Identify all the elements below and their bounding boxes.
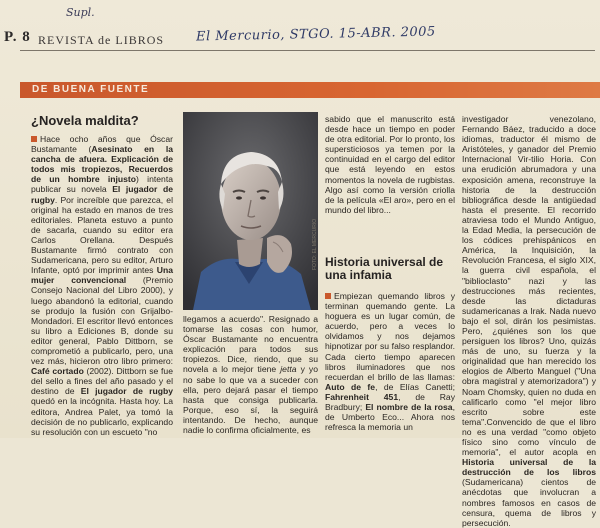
author-portrait-image	[183, 112, 318, 310]
article-text-run: , de Ray Bradbury;	[325, 391, 455, 413]
article-body-paragraph	[325, 114, 455, 215]
publication-name: REVISTA de LIBROS	[38, 33, 165, 47]
article-text-run: llegamos a acuerdo". Resignado a tomarse las cosas con humor, Óscar Bustamante no encuentra explicación para todos sus tropiezos. Dice, riendo, que su novela a lo mejor tiene	[183, 314, 318, 375]
article-bold-run: Café cortado	[31, 366, 84, 377]
paragraph-marker	[325, 293, 331, 299]
article-text-run: Convencido de que el libro no es una verdad "como objeto físico sino como vínculo de memoria", el autor acopla en	[462, 416, 596, 458]
article-column-1	[31, 134, 173, 438]
article-bold-run: El nombre de la rosa	[365, 402, 453, 413]
article-text-run: , de Umberto Eco... Ahora nos refresca la memoria un	[325, 402, 455, 433]
handwritten-supplement-note: Supl.	[66, 6, 95, 19]
photo-credit: FOTO: EL MERCURIO	[312, 218, 318, 270]
article-body-paragraph	[325, 291, 455, 432]
article-bold-run: El jugador de rugby	[80, 386, 173, 397]
article-column-1-continued	[183, 314, 318, 438]
article-bold-run: Fahrenheit 451	[325, 391, 399, 402]
article-text-run: quedó en la incógnita. Hasta hoy. La editora, Andrea Palet, ya tomó la decisión de no publicarlo, explicando su resolución con un escueto "no	[31, 396, 173, 437]
article-bold-run: Historia universal de la destrucción de los libros	[462, 457, 596, 478]
article-text-run: ) intenta publicar su novela	[31, 174, 173, 195]
article-bold-run: Una mujer convencional	[31, 265, 173, 286]
article-text-run: Empiezan quemando libros y terminan quemando gente. La hoguera es un lugar común, de acuerdo, pero a veces lo olvidamos y nos dejamos hipnotizar por su falso resplandor. Cada cierto tiempo aparecen libros iluminadores que nos recuerdan el brillo de las llamas:	[325, 291, 455, 382]
handwritten-source-note: El Mercurio, STGO. 15-ABR. 2005	[195, 24, 436, 45]
article-text-run: jetta	[280, 364, 297, 375]
article-text-run: (Premio Consejo Nacional del Libro 2000), y luego abandonó la editorial, cuando se produjo la fusión con Grijalbo-Mondadori. El escritor llevó entonces su libro a Ediciones B, donde su editor general, Pablo Dittborn, se comprometió a publicarlo, pero, una vez más, hicieron otro libro primero:	[31, 275, 173, 367]
article-column-2-lower	[325, 291, 455, 438]
article-headline: Historia universal de una infamia	[325, 255, 444, 282]
article-column-2	[325, 114, 455, 244]
article-text-run: y yo no sabe lo que va a suceder con ella, pero dejará pasar el tiempo hasta que consiga publicarla. Porque, eso sí, la seguirá intentando. De hecho, aunque nadie lo confirma oficialmente, es	[183, 364, 319, 436]
article-text-run: (2002). Dittborn se fue del sello a fines del año pasado y el destino de	[31, 366, 173, 397]
section-title: DE BUENA FUENTE	[32, 84, 150, 95]
page-number: P. 8	[4, 29, 31, 45]
article-text-run: sabido que el manuscrito está desde hace un tiempo en poder de otra editorial. Por lo pronto, los supersticiosos ya temen por la continuidad en el cargo del editor que está leyendo en estos momentos la novela de rugbistas. Algo así como la versión criolla de la película «El aro», pero en el mundo del libro...	[325, 114, 455, 215]
header-rule	[20, 50, 595, 51]
article-text-run: , de Elías Canetti;	[375, 381, 455, 392]
article-column-3	[462, 114, 597, 528]
article-text-run: tilio Horia. Con una erudición abrumadora y una exposición amena, reconstruye la historia de la destrucción bibliográfica desde la antigüedad hasta el presente. El recorrido atraviesa todo el Mundo Antiguo, la Edad Media, la persecución de los códices prehispánicos en América, la Inquisición, la Revolución Francesa, el siglo XIX, la guerra civil española, el "biblioclasto" nazi y las destrucciones más recientes, desde las dictaduras sudamericanas a Irak. Nada nuevo bajo el sol, dirán los pesimistas. Pero, ¿quiénes son los que persiguen los libros? Uno, quizás más de uno, su fuerza y la originalidad que han merecido los elogios de Alberto Manguel ("Una obra magistral y atemorizadora") y Noam Chomsky, quien no duda en calificarlo como "el mejor libro escrito sobre este tema".	[462, 154, 597, 427]
page-header	[0, 0, 600, 62]
article-text-run: investigador venezolano, Fernando Báez, traducido a doce idiomas, traductor él mismo de Aristóteles, y ganador del Premio Internacional Vir-	[462, 114, 596, 165]
article-bold-run: Asesinato en la cancha de afuera. Explicación de todos mis tropiezos, Recuerdos de un hombre injusto	[31, 144, 173, 185]
article-body-paragraph	[31, 134, 173, 437]
article-bold-run: El jugador de rugby	[31, 184, 173, 205]
article-text-run: Hace ocho años que Óscar Bustamante (	[31, 134, 173, 155]
article-body-paragraph	[183, 314, 318, 435]
article-body-paragraph	[462, 114, 596, 528]
section-banner	[20, 82, 600, 98]
article-text-run: . Por increíble que parezca, el original ha estado en manos de tres editoriales. Planeta estuvo a punto de sacarla, cuando su editor era Carlos Orellana. Después Bustamante firmó contrato con Sudamericana, pero su editor, Arturo Infante, optó por imprimir antes	[31, 194, 173, 276]
author-photo	[183, 112, 318, 310]
article-headline: ¿Novela maldita?	[31, 113, 139, 128]
article-text-run: (Sudamericana) cientos de anécdotas que involucran a nombres famosos en casos de censura, quema de libros y persecución.	[462, 477, 596, 528]
paragraph-marker	[31, 136, 37, 142]
article-bold-run: Auto de fe	[325, 381, 376, 392]
